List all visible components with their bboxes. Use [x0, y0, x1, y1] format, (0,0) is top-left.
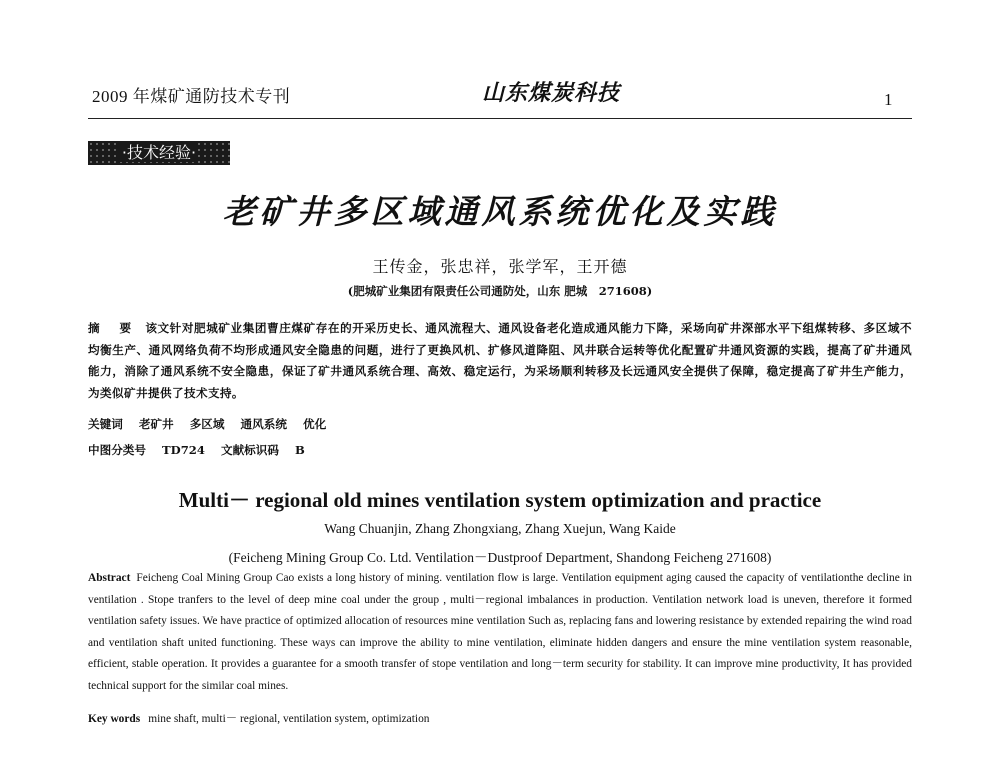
affiliation-cn: (肥城矿业集团有限责任公司通防处，山东 肥城 271608) [347, 284, 653, 298]
article-title-cn: 老矿井多区域通风系统优化及实践 [222, 192, 778, 231]
journal-issue: 2009 年煤矿通防技术专刊 [92, 87, 291, 106]
header-rule [88, 118, 912, 119]
article-title-en: Multi－ regional old mines ventilation system optimization and practice [178, 488, 822, 512]
doc-code-label: 文献标识码 [220, 443, 279, 457]
journal-name-logo: 山东煤炭科技 [482, 80, 621, 106]
keywords-cn [88, 416, 326, 432]
authors-en: Wang Chuanjin, Zhang Zhongxiang, Zhang Xuejun, Wang Kaide [324, 521, 676, 536]
section-tag-label: ·技术经验· [121, 143, 197, 162]
doc-code-value: B [295, 443, 305, 457]
abstract-label-en: Abstract [88, 572, 131, 584]
abstract-body-en: Feicheng Coal Mining Group Cao exists a long history of mining. ventilation flow is large. Ventilation equipment aging caused the capacity of ventilationthe decline in ventilation . Stope tranfers to the level of deep mine coal under the group , multi－regional imbalances in production. Ventilation network load is uneven, therefore it formed ventilation safety issues. We have practice of optimized allocation of resources mine ventilation Such as, replacing fans and lowering resistance by extended repairing the wind road and ventilation shaft united functioning. These ways can improve the ability to mine ventilation, eliminate hidden dangers and ensure the mine ventilation system reasonable, efficient, stable operation. It provides a guarantee for a smooth transfer of stope ventilation and long－term security for stability. It can improve mine productivity, It has provided technical support for the similar coal mines. [88, 572, 912, 692]
authors-cn: 王传金，张忠祥，张学军，王开德 [372, 257, 628, 276]
keyword-cn: 通风系统 [240, 417, 287, 431]
keyword-cn: 老矿井 [138, 417, 174, 431]
clc-value: TD724 [162, 443, 205, 457]
keywords-label-en: Key words [88, 713, 141, 725]
abstract-label-cn: 摘 要 [88, 321, 136, 335]
clc-label: 中图分类号 [88, 443, 146, 457]
keyword-cn: 优化 [302, 417, 327, 431]
keywords-label-cn: 关键词 [88, 417, 123, 431]
affiliation-en: (Feicheng Mining Group Co. Ltd. Ventilation－Dustproof Department, Shandong Feicheng 271608) [228, 550, 772, 565]
keyword-cn: 多区域 [189, 417, 225, 431]
abstract-en [88, 568, 912, 697]
abstract-body-cn: 该文针对肥城矿业集团曹庄煤矿存在的开采历史长、通风流程大、通风设备老化造成通风能力下降，采场向矿井深部水平下组煤转移、多区域不均衡生产、通风网络负荷不均形成通风安全隐患的问题，进行了更换风机、扩修风道降阻、风井联合运转等优化配置矿井通风资源的实践，提高了矿井通风能力，消除了通风系统不安全隐患，保证了矿井通风系统合理、高效、稳定运行，为采场顺利转移及长远通风安全提供了保障，稳定提高了矿井生产能力，为类似矿井提供了技术支持。 [88, 321, 912, 400]
section-tag [88, 141, 230, 165]
keywords-en [88, 710, 429, 726]
keywords-body-en: mine shaft, multi－ regional, ventilation system, optimization [148, 713, 430, 725]
page-number: 1 [884, 90, 893, 109]
classification-line [88, 442, 305, 458]
abstract-cn [88, 318, 912, 404]
